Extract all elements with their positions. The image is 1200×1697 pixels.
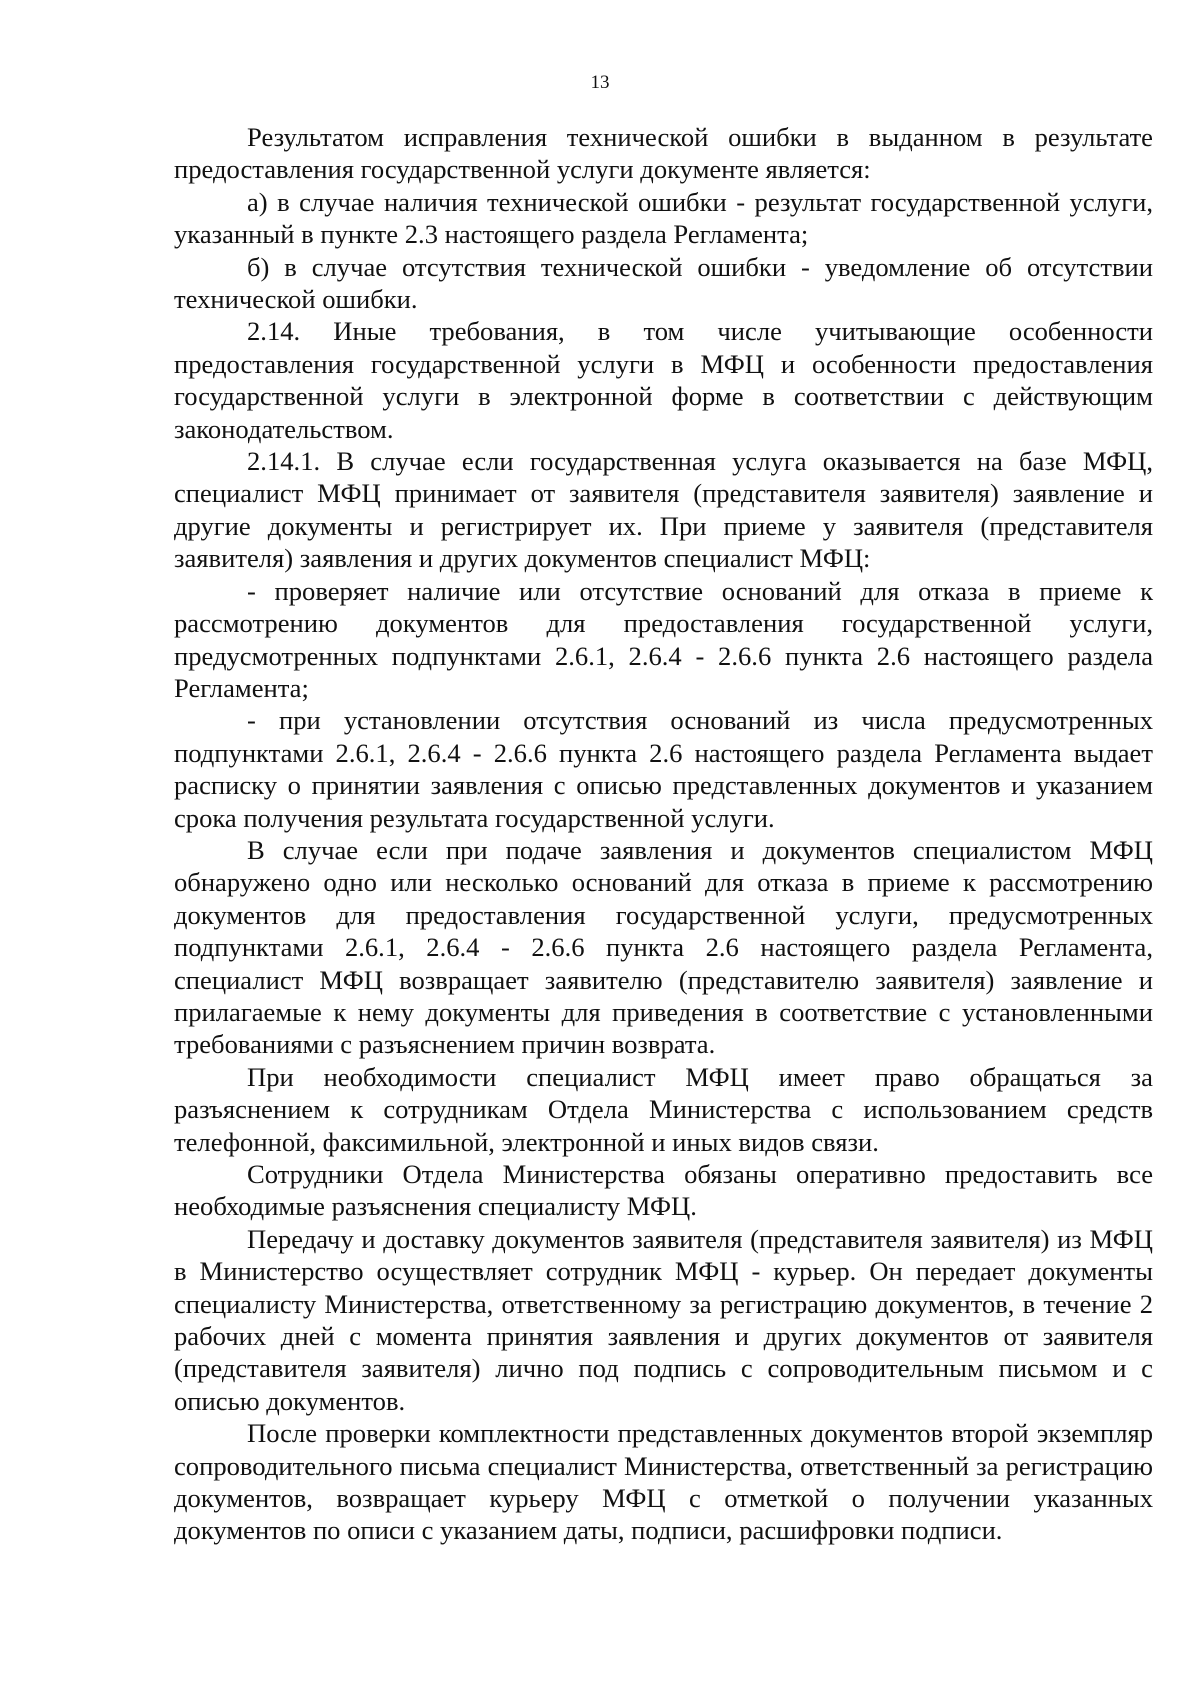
paragraph-check-grounds: - проверяет наличие или отсутствие оснований для отказа в приеме к рассмотрению документов для предоставления государственной услуги, предусмотренных подпунктами 2.6.1, 2.6.4 - 2.6.6 пункта 2.6 настоящего раздела Регламента; [174, 575, 1153, 703]
paragraph-item-a: а) в случае наличия технической ошибки - результат государственной услуги, указанный в пункте 2.3 настоящего раздела Регламента; [174, 186, 1153, 250]
paragraph-ministry-staff-duty: Сотрудники Отдела Министерства обязаны оперативно предоставить все необходимые разъяснения специалисту МФЦ. [174, 1159, 1153, 1222]
document-body [174, 121, 1153, 1547]
paragraph-completeness-check: После проверки комплектности представленных документов второй экземпляр сопроводительного письма специалист Министерства, ответственный за регистрацию документов, возвращает курьеру МФЦ с отметкой о получении указанных документов по описи с указанием даты, подписи, расшифровки подписи. [174, 1418, 1153, 1546]
paragraph-item-b: б) в случае отсутствия технической ошибки - уведомление об отсутствии технической ошибки. [174, 251, 1153, 315]
paragraph-issue-receipt: - при установлении отсутствия оснований из числа предусмотренных подпунктами 2.6.1, 2.6.4 - 2.6.6 пункта 2.6 настоящего раздела Регламента выдает расписку о принятии заявления с описью представленных документов и указанием срока получения результата государственной услуги. [174, 705, 1153, 833]
paragraph-return-documents: В случае если при подаче заявления и документов специалистом МФЦ обнаружено одно или несколько оснований для отказа в приеме к рассмотрению документов для предоставления государственной услуги, предусмотренных подпунктами 2.6.1, 2.6.4 - 2.6.6 пункта 2.6 настоящего раздела Регламента, специалист МФЦ возвращает заявителю (представителю заявителя) заявление и прилагаемые к нему документы для приведения в соответствие с установленными требованиями с разъяснением причин возврата. [174, 834, 1153, 1060]
paragraph-request-clarification: При необходимости специалист МФЦ имеет право обращаться за разъяснением к сотрудникам Отдела Министерства с использованием средств телефонной, факсимильной, электронной и иных видов связи. [174, 1061, 1153, 1157]
page-number: 13 [590, 72, 610, 93]
paragraph-courier-delivery: Передачу и доставку документов заявителя (представителя заявителя) из МФЦ в Министерство осуществляет сотрудник МФЦ - курьер. Он передает документы специалисту Министерства, ответственному за регистрацию документов, в течение 2 рабочих дней с момента принятия заявления и других документов от заявителя (представителя заявителя) лично под подпись с сопроводительным письмом и с описью документов. [174, 1223, 1153, 1416]
paragraph-result-correction: Результатом исправления технической ошибки в выданном в результате предоставления государственной услуги документе является: [174, 122, 1153, 185]
paragraph-2-14: 2.14. Иные требования, в том числе учитывающие особенности предоставления государственной услуги в МФЦ и особенности предоставления государственной услуги в электронной форме в соответствии с действующим законодательством. [174, 316, 1153, 444]
paragraph-2-14-1: 2.14.1. В случае если государственная услуга оказывается на базе МФЦ, специалист МФЦ принимает от заявителя (представителя заявителя) заявление и другие документы и регистрирует их. При приеме у заявителя (представителя заявителя) заявления и других документов специалист МФЦ: [174, 446, 1153, 574]
